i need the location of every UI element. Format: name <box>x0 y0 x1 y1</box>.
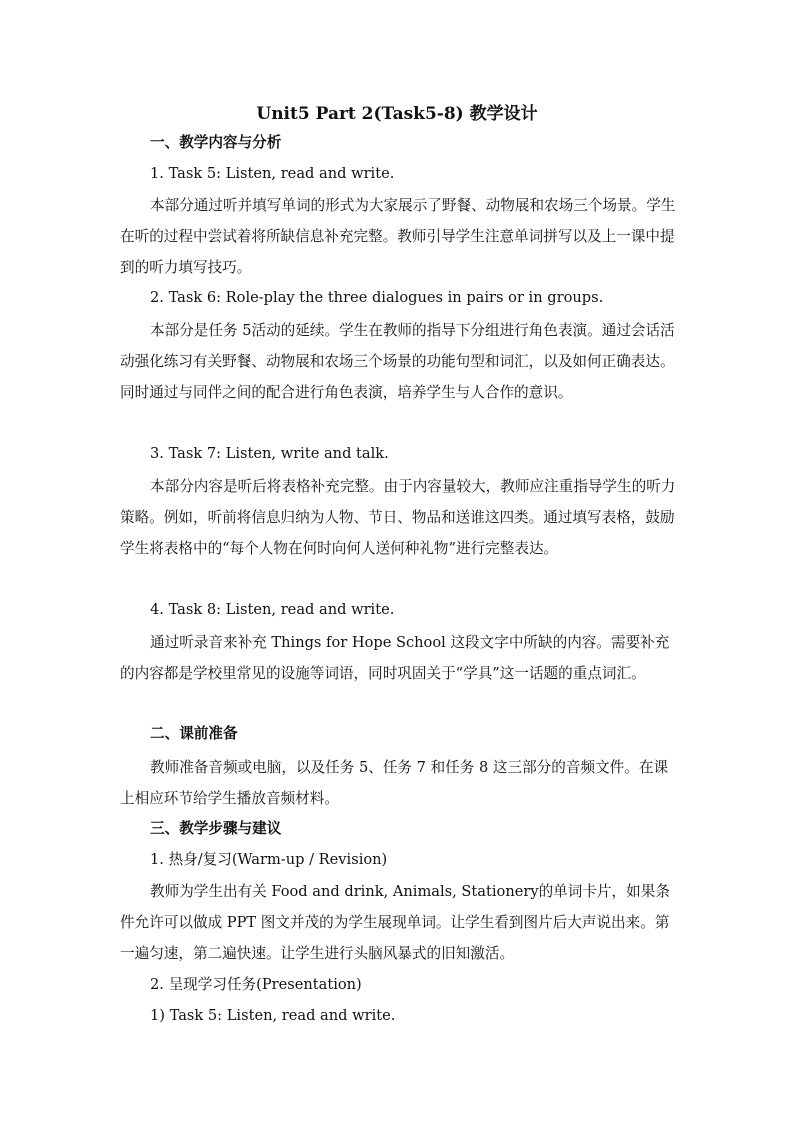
section1-heading: 一、教学内容与分析 <box>150 134 282 151</box>
task5-paragraph: 本部分通过听并填写单词的形式为大家展示了野餐、动物展和农场三个场景。学生在听的过程中尝试着将所缺信息补充完整。教师引导学生注意单词拼写以及上一课中提到的听力填写技巧。 <box>120 197 676 277</box>
task6-label: 2. Task 6: Role-play the three dialogues in pairs or in groups. <box>150 289 604 306</box>
task6-paragraph: 本部分是任务 5活动的延续。学生在教师的指导下分组进行角色表演。通过会话活动强化练习有关野餐、动物展和农场三个场景的功能句型和词汇，以及如何正确表达。同时通过与同伴之间的配合进行角色表演，培养学生与人合作的意识。 <box>120 322 675 402</box>
step1-paragraph: 教师为学生出有关 Food and drink, Animals, Stationery的单词卡片，如果条件允许可以做成 PPT 图文并茂的为学生展现单词。让学生看到图片后大声说出来。第一遍匀速，第二遍快速。让学生进行头脑风暴式的旧知激活。 <box>120 883 670 963</box>
step1-label: 1. 热身/复习(Warm-up / Revision) <box>150 851 388 868</box>
step2-label: 2. 呈现学习任务(Presentation) <box>150 976 362 993</box>
task8-label: 4. Task 8: Listen, read and write. <box>150 601 395 618</box>
page-title: Unit5 Part 2(Task5-8) 教学设计 <box>256 104 538 124</box>
task7-label: 3. Task 7: Listen, write and talk. <box>150 445 389 462</box>
task7-paragraph: 本部分内容是听后将表格补充完整。由于内容量较大，教师应注重指导学生的听力策略。例如，听前将信息归纳为人物、节日、物品和送谁这四类。通过填写表格，鼓励学生将表格中的“每个人物在何时向何人送何种礼物”进行完整表达。 <box>120 478 676 558</box>
section2-heading: 二、课前准备 <box>150 725 238 742</box>
section2-paragraph: 教师准备音频或电脑，以及任务 5、任务 7 和任务 8 这三部分的音频文件。在课上相应环节给学生播放音频材料。 <box>120 759 669 808</box>
task8-paragraph: 通过听录音来补充 Things for Hope School 这段文字中所缺的内容。需要补充的内容都是学校里常见的设施等词语，同时巩固关于“学具”这一话题的重点词汇。 <box>120 634 670 683</box>
task5-label: 1. Task 5: Listen, read and write. <box>150 165 395 182</box>
step2-sub1: 1) Task 5: Listen, read and write. <box>150 1007 396 1024</box>
section3-heading: 三、教学步骤与建议 <box>150 820 282 837</box>
